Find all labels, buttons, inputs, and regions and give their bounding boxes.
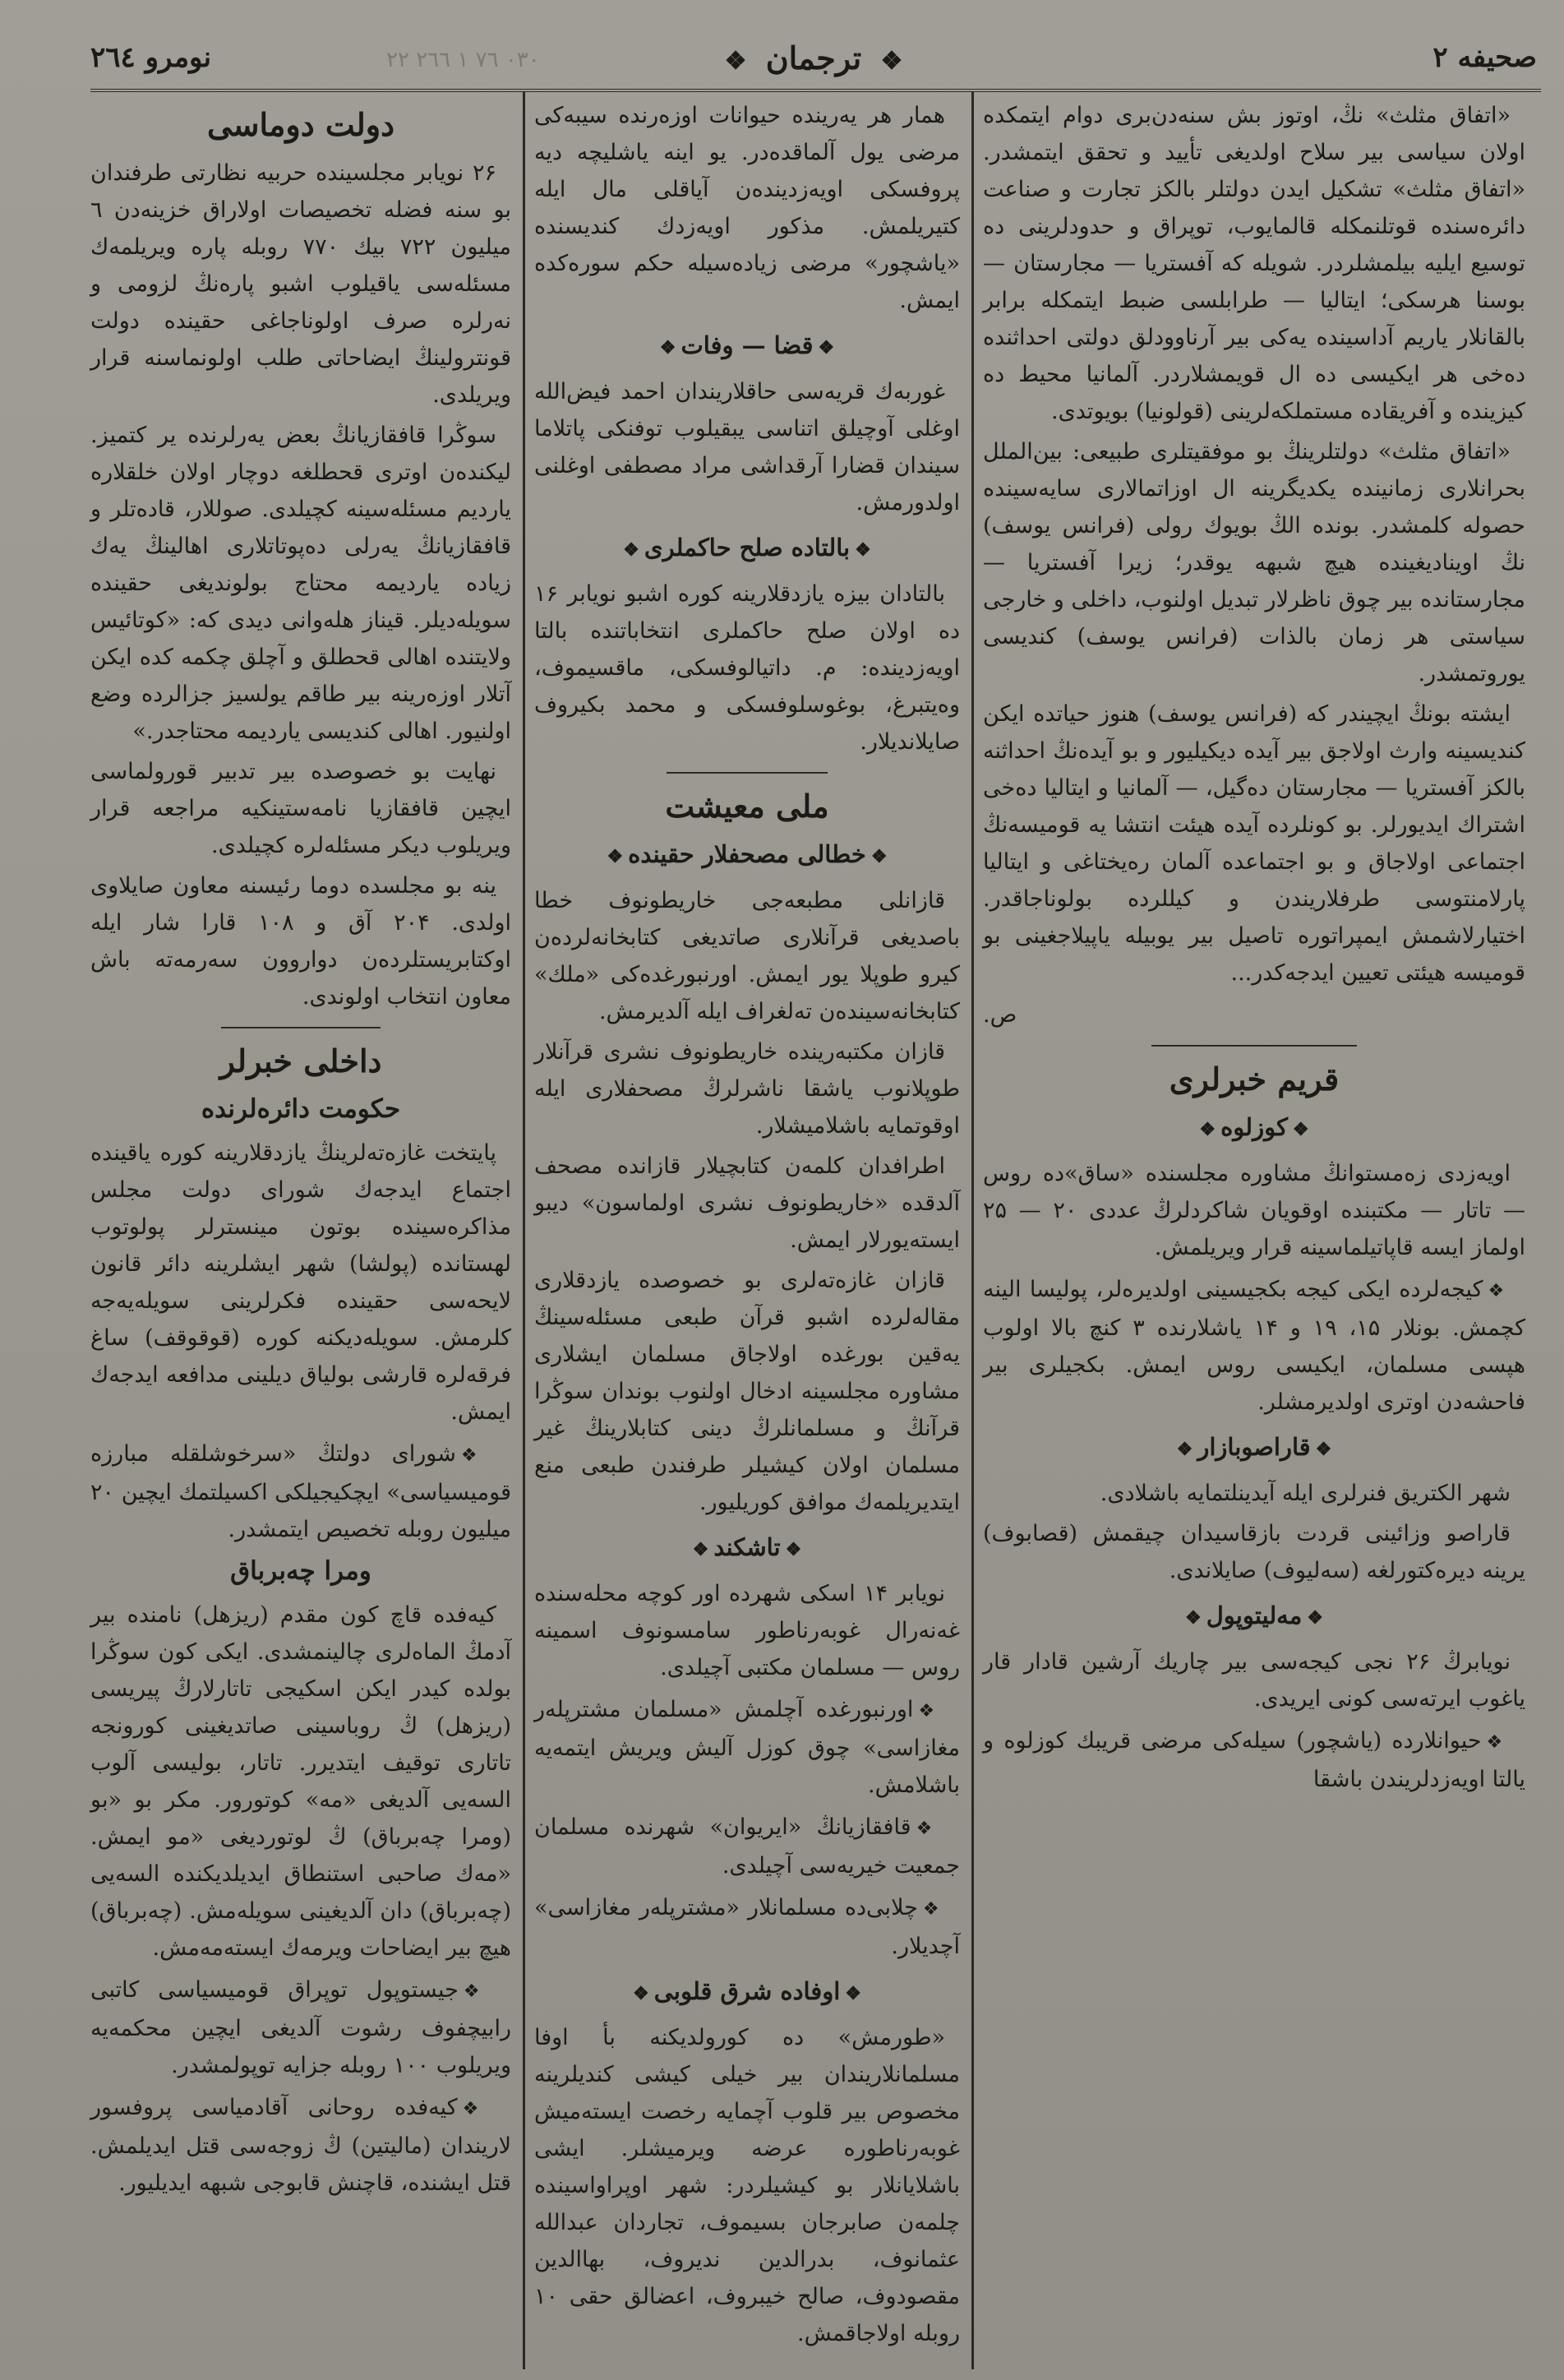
ornament-icon: ❖	[845, 1983, 862, 2004]
faint-bleed-text: ٠٣٠ ٧٦ ١ ٢٦٦ ٢٢	[386, 48, 540, 72]
ornament-icon: ❖	[855, 539, 871, 561]
news-item: ❖شورای دولتڭ «سرخوشلقله مبارزه قومیسیاسی» ایچکیجیلکی اکسیلتمك ایچین ۲۰ میلیون روبله تخصیص ایتمشدر.	[90, 1441, 511, 1542]
column-divider	[523, 92, 525, 2369]
article-paragraph: قازانلی مطبعه‌جی خاریطونوف خطا باصدیغی قرآنلاری صاتدیغی کتابخانه‌لرده‌ن کیرو طوپلا یور ایمش. اورنبورغده‌کی «ملك» کتابخانه‌سینده‌ن ته‌لغراف ایله آلدیرمش.	[534, 888, 960, 1024]
subsection-heading: ❖بالتاده صلح حاکملری❖	[623, 534, 871, 561]
ornament-icon: ❖	[692, 1539, 709, 1560]
section-title: داخلی خبرلر	[219, 1042, 382, 1079]
ornament-icon: ❖	[785, 1539, 802, 1560]
ornament-icon: ❖	[1199, 1119, 1216, 1140]
news-item: ❖اورنبورغده آچلمش «مسلمان مشترپله‌ر مغازاسی» چوق کوزل آلیش ویریش ایتمه‌یه باشلامش.	[534, 1697, 960, 1798]
issue-number-label: نومرو ٢٦٤	[90, 41, 212, 74]
ornament-icon: ❖	[916, 1819, 940, 1839]
article-paragraph: کیه‌فده قاچ کون مقدم (ریزهل) نامنده بیر آدمڭ الماه‌لری چالینمشدی. ایکی کون سوڭرا بولده کیدر ایکن اسکیجی تاتارلارڭ پیریسی (ریزهل) ڭ روباسینی صاتدیغینی کورونجه تاتاری توقیف ایتدیرر. تاتار، بولیسی آلوب السه‌یی آلدیغی «مه» کوتورور. مکر بو «بو (ومرا چه‌برباق) ڭ لوتوردیغی «مو ایمش. «مه‌ك صاحبی استنطاق ایدیلدیکنده السه‌یی (چه‌برباق) دان آلدیغینی سویله‌مش. (چه‌برباق) هیچ بیر ایضاحات ویرمه‌ك ایسته‌مه‌مش.	[90, 1602, 511, 1961]
article-paragraph: نویابر ۱۴ اسکی شهرده اور کوچه محله‌سنده غه‌نه‌رال غوبه‌رناطور سامسونوف اسمینه روس — مسلمان مکتبی آچیلدی.	[534, 1581, 960, 1680]
ornament-icon: ❖	[1292, 1119, 1309, 1140]
page-number-label: صحيفه ٢	[1433, 41, 1537, 74]
column-right	[983, 97, 1525, 1800]
subsection-heading: ❖کوزلوه❖	[1199, 1113, 1309, 1141]
news-item: ❖چلابی‌ده مسلمانلار «مشترپله‌ر مغازاسی» آچدیلار.	[534, 1895, 960, 1959]
column-middle	[534, 97, 960, 2355]
subsection-title: حکومت دائره‌لرنده	[201, 1094, 401, 1124]
news-item: ❖جیستوپول توپراق قومیسیاسی کاتبی رابیچفوف رشوت آلدیغی ایچین محکمه‌یه ویریلوب ۱۰۰ روبله جزایه توپولمشدر.	[90, 1977, 511, 2078]
subsection-heading: ❖قاراصوبازار❖	[1176, 1433, 1332, 1461]
ornament-icon: ❖	[1185, 1607, 1202, 1629]
article-paragraph: غوربه‌ك قریه‌سی حاقلاریندان احمد فیض‌الله اوغلی آوچیلق اتناسی یبقیلوب توفنکی پاتلاما سیندان قضارا آرقداشی مراد مصطفی اوغلنی اولدورمش.	[534, 379, 960, 515]
article-paragraph: ینه بو مجلسده دوما رئیسنه معاون صایلاوی اولدی. ۲۰۴ آق و ۱۰۸ قارا شار ایله اوکتابریستلرده‌ن دواروون سه‌رمه‌ته باش معاون انتخاب اولوندی.	[90, 873, 511, 1010]
article-paragraph: همار هر یه‌رینده حیوانات اوزه‌رنده سیبه‌کی مرضی یول آلماقده‌در. یو اینه یاشلیچه دیه پروفسکی اویه‌زدینده‌ن آیاقلی مال ایله کتیریلمش. مذکور اویه‌زدك کندیسنده «یاشچور» مرضی زیاده‌سیله حکم سوره‌کده ایمش.	[534, 103, 960, 313]
article-paragraph: «طورمش» ده کورولدیکنه بأ اوفا مسلمانلاریندان بیر خیلی کیشی کندیلرینه مخصوص بیر قلوب آچمایه رخصت ایسته‌میش غوبه‌رناطوره عرضه ویرمیشلر. ایشی باشلایانلار بو کیشیلردر: شهر اوپراواسینده چلمه‌ن صابرجان بسیموف، تجاردان عبدالله عثمانوف، بدرالدین ندیروف، بهاالدین مقصودوف، صالح خیبروف، اعضالق حقی ۱۰ روبله اولاجاقمش.	[534, 2025, 960, 2346]
ornament-icon: ❖	[623, 539, 639, 561]
subsection-title: ومرا چه‌برباق	[230, 1556, 371, 1586]
ornament-icon: ❖	[460, 1445, 491, 1466]
ornament-icon: ❖	[818, 337, 835, 358]
article-paragraph: قازان مکتبه‌رینده خاریطونوف نشری قرآنلار طوپلانوب یاشقا ناشرلرڭ مصحفلاری ایله اوقوتمایه باشلامیشلار.	[534, 1039, 960, 1139]
subsection-heading: ❖خطالی مصحفلار حقینده❖	[607, 840, 888, 868]
column-left	[90, 97, 511, 2203]
masthead-title: ترجمان	[765, 39, 862, 76]
article-paragraph: ایشته بونڭ ایچیندر که (فرانس یوسف) هنوز حیاتده ایکن کندیسینه وارث اولاجق بیر آیده دیکیلیور و بو آیده‌نڭ احداثنه بالکز آفستریا — مجارستان ده‌گیل، — آلمانیا و ایتالیا ده‌خی اشتراك ایدیورلر. بو کونلرده آیده هیئت انتشا یه قومیسه‌نڭ اجتماعی اولاجاق و بو اجتماعده آلمان ره‌یختاغی و ایتالیا پارلامنتوسی طرفلاریندن و کیللرده بولوناجاقدر. اختیارلاشمش ایمپراتوره تاصیل بیر یوبیله یاپیلاجغینی بو قومیسه هیئتی تعیین ایدجه‌کدر...	[983, 701, 1525, 986]
article-paragraph: «اتفاق مثلث» نڭ، اوتوز بش سنه‌دن‌بری دوام ایتمکده اولان سیاسی بیر سلاح اولدیغی تأیید و تحقق ایتمشدر. «اتفاق مثلث» تشکیل ایدن دولتلر بالکز تجارت و صناعت دائره‌سنده قوتلنمکله قالمایوب، توپراق و حدودلرینی ده توسیع ایلیه بیلمشلردر. شویله که آفستریا — مجارستان — بوسنا هرسکی؛ ایتالیا — طرابلسی ضبط ایتمکله برابر بالقانلار یاریم آداسینده یه‌کی بیر آرناوودلق دولتی احداثنده ده‌خی هر ایکیسی ده ال قویمشلاردر. آلمانیا محیط ده کیزینده و آفریقاده مستملکه‌لرینی (قولونیا) بویوتدی.	[983, 103, 1525, 424]
news-item: ❖حیوانلارده (یاشچور) سیله‌کی مرضی قریبك کوزلوه و یالتا اویه‌زدلریندن باشقا	[983, 1728, 1525, 1792]
section-title: ملی معیشت	[665, 788, 829, 825]
ornament-icon: ❖	[659, 337, 676, 358]
article-paragraph: سوڭرا قافقازیانڭ بعض یه‌رلرنده یر کتمیز. لیکنده‌ن اوتری قحطلغه دوچار اولان خلقلاره یاردیم مسئله‌سینه کچیلدی. صوللار، قاده‌تلر و قافقازیانڭ یه‌رلی ده‌پوتاتلاری اهالینڭ یه‌ك زیاده یاردیمه محتاج بولوندیغی حقینده سویله‌دیلر. قیناز هله‌وانی دیدی که: «کوتائیس ولایتنده اهالی قحطلق و آچلق چکمه کده ایکن آتلار اوزه‌رینه بیر طاقم یولسیز جزالرده وضع اولنیور. اهالی کندیسی یاردیمه محتاجدر.»	[90, 423, 511, 744]
subsection-heading: ❖تاشکند❖	[692, 1533, 802, 1561]
article-paragraph: اویه‌زدی زه‌مستوانڭ مشاوره مجلسنده «ساق»ده روس — تاتار — مکتبنده اوقویان شاکردلرڭ عددی ۲۰ — ۲۵ اولماز ایسه قاپاتیلماسینه قرار ویریلمش.	[983, 1161, 1525, 1260]
news-item: ❖کیه‌فده روحانی آقادمیاسی پروفسور لاریندان (مالیتین) ڭ زوجه‌سی قتل ایدیلمش. قتل ایشنده، قاچنش قابوجی شبهه ایدیلیور.	[90, 2095, 511, 2196]
article-paragraph: ۲۶ نویابر مجلسینده حربیه نظارتی طرفندان بو سنه فضله تخصیصات اولاراق خزینه‌دن ٦ میلیون ۷۲۲ بیك ۷۷۰ روبله پاره ویریلمه‌ك مسئله‌سی یاقیلوب اشبو پاره‌نڭ لزومی و نه‌رلره صرف اولوناجاغی حقینده دولت قونترولینڭ ایضاحاتی طلب اولونماسنه قرار ویریلدی.	[90, 160, 511, 408]
ornament-icon: ❖	[918, 1701, 940, 1721]
subsection-heading: ❖مه‌لیتوپول❖	[1185, 1601, 1323, 1629]
header-rule	[90, 89, 1541, 92]
ornament-icon: ❖	[880, 47, 903, 76]
article-paragraph: قازان غازه‌ته‌لری بو خصوصده یازدقلاری مقاله‌لرده اشبو قرآن طبعی مسئله‌سینڭ یه‌قین بورغده اولاجاق مسلمان ایشلاری مشاوره مجلسینه ادخال اولنوب بوندان سوڭرا قرآنڭ و مسلمانلرڭ دینی کتابلارینڭ غیر مسلمان اولان کیشیلر طرفندن طبعی منع ایتدیریلمه‌ك موافق کوریلیور.	[534, 1268, 960, 1515]
ornament-icon: ❖	[1176, 1439, 1193, 1460]
ornament-icon: ❖	[1488, 1281, 1506, 1301]
article-paragraph: بالتادان بیزه یازدقلارینه کوره اشبو نویابر ۱۶ ده اولان صلح حاکملری انتخاباتنده بالتا اویه‌زدینده: م. داتیالوفسکی، ماقسیموف، وه‌یتبرغ، بوغوسلوفسکی و محمد بکیروف صایلاندیلار.	[534, 581, 960, 755]
ornament-icon: ❖	[607, 846, 624, 867]
subsection-heading: ❖اوفاده شرق قلوبی❖	[632, 1977, 862, 2005]
article-paragraph: پایتخت غازه‌ته‌لرینڭ یازدقلارینه کوره یاقینده اجتماع ایدجه‌ك شورای دولت مجلس مذاکره‌سینده بوتون مینسترلر پولوتوب لهستانده (پولشا) شهر ایشلرینه دائر قانون لایحه‌سی حقینده فکرلرینی سویله‌یه‌جه کلرمش. سویله‌دیکنه کوره (قوقوقف) ساغ فرقه‌لره قارشی بولیاق دیلینی مدافعه ایدجه‌ك ایمش.	[90, 1140, 511, 1425]
ornament-icon: ❖	[870, 846, 888, 867]
news-item: ❖قافقازیانڭ «ایریوان» شهرنده مسلمان جمعیت خیریه‌سی آچیلدی.	[534, 1814, 960, 1879]
section-divider	[221, 1027, 381, 1028]
subsection-heading: ❖قضا — وفات❖	[659, 331, 835, 359]
article-signature: ص.	[983, 1002, 1017, 1028]
article-paragraph: نویابرڭ ۲۶ نجی کیجه‌سی بیر چاریك آرشین قادار قار یاغوب ایرته‌سی کونی ایریدی.	[983, 1649, 1525, 1712]
ornament-icon: ❖	[1486, 1732, 1506, 1753]
section-title: دولت دوماسی	[206, 106, 395, 143]
ornament-icon: ❖	[632, 1983, 649, 2004]
ornament-icon: ❖	[462, 2099, 491, 2119]
news-item: ❖کیجه‌لرده ایکی کیجه بکجیسینی اولدیره‌لر، پولیسا الینه کچمش. بونلار ۱۵، ۱۹ و ۱۴ یاشلارنده ۳ کنچ بالا اولوب هپسی مسلمان، ایکیسی روس ایمش. بکجیلری بیر فاحشه‌دن اوتری اولدیرمشلر.	[983, 1277, 1525, 1415]
section-title: قریم خبرلری	[1169, 1061, 1340, 1098]
article-paragraph: اطرافدان کلمه‌ن کتابچیلار قازانده مصحف آلدقده «خاریطونوف نشری اولماسون» دیبو ایسته‌یورلار ایمش.	[534, 1153, 960, 1253]
column-divider	[971, 92, 974, 2369]
ornament-icon: ❖	[1307, 1607, 1323, 1629]
ornament-icon: ❖	[463, 1981, 491, 2002]
section-divider	[1151, 1045, 1358, 1047]
article-paragraph: قاراصو وزائینی قردت بازقاسیدان چیقمش (قصابوف) یرینه دیره‌کتورلغه (سه‌لیوف) صایلاندی.	[983, 1521, 1525, 1583]
ornament-icon: ❖	[1315, 1439, 1332, 1460]
ornament-icon: ❖	[922, 1899, 940, 1920]
section-divider	[667, 772, 828, 774]
article-paragraph: شهر الکتریق فنرلری ایله آیدینلتمایه باشلادی.	[1100, 1481, 1511, 1506]
masthead	[717, 39, 911, 76]
article-paragraph: نهایت بو خصوصده بیر تدبیر قورولماسی ایچین قافقازیا نامه‌ستینکیه مراجعه قرار ویریلوب دیکر مسئله‌لره کچیلدی.	[90, 759, 511, 858]
ornament-icon: ❖	[724, 47, 747, 76]
article-paragraph: «اتفاق مثلث» دولتلرینڭ بو موفقیتلری طبیعی: بین‌الملل بحرانلاری زمانینده یکدیگرینه ال اوزاتمالاری سایه‌سینده حصوله کلمشدر. بونده الڭ بویوك رولی (فرانس یوسف) نڭ اوینادیغینده هیچ شبهه یوقدر؛ زیرا آفستریا — مجارستانده بیر چوق ناظرلار تبدیل اولنوب، داخلی و خارجی سیاستی هر زمان بالذات (فرانس یوسف) کندیسی یوروتمشدر.	[983, 439, 1525, 686]
